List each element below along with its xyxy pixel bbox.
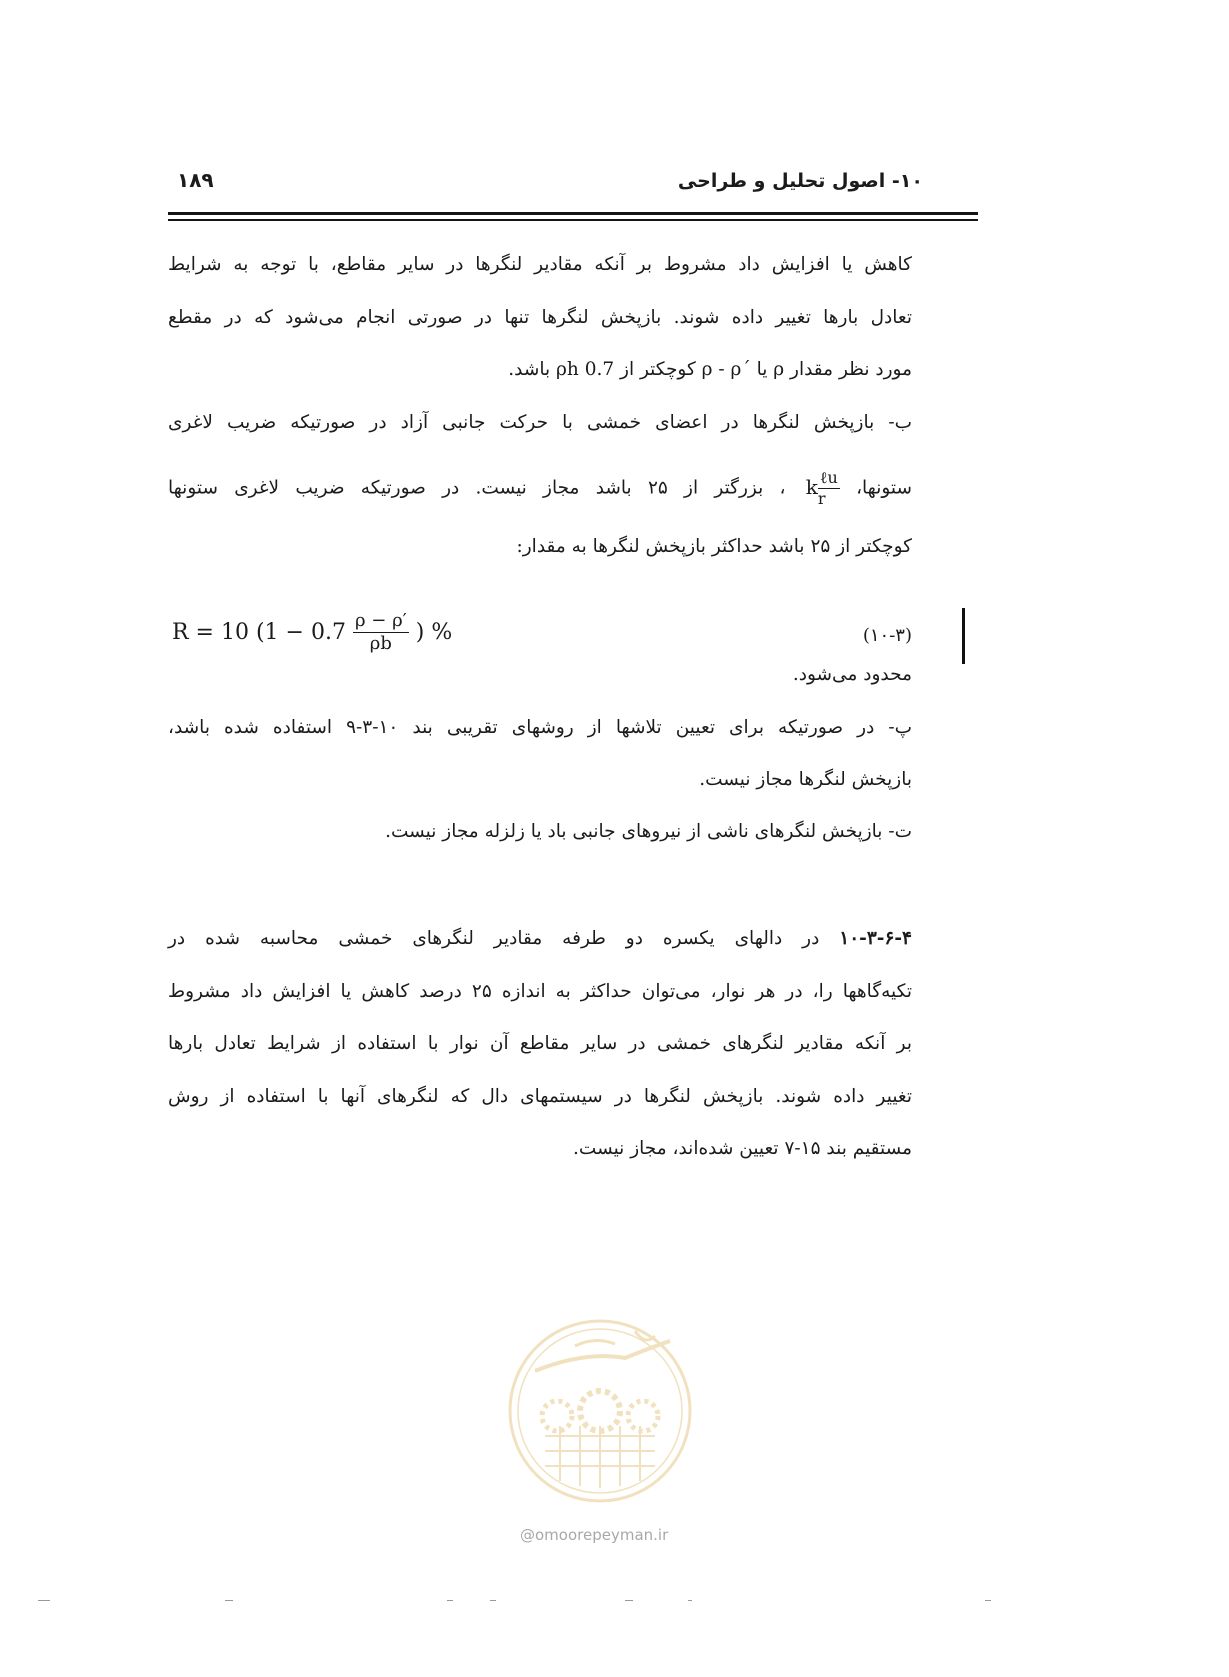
body-line-with-fraction bbox=[168, 470, 912, 507]
equation-number: (۱۰-۳) bbox=[862, 625, 912, 646]
equation-right: ) % bbox=[415, 620, 453, 645]
watermark-logo-icon bbox=[505, 1316, 695, 1506]
section-number: ۱۰-۳-۶-۴ bbox=[839, 928, 912, 949]
equation bbox=[172, 612, 452, 653]
section-line: بر آنکه مقادیر لنگرهای خمشی در سایر مقاطع آن نوار با استفاده از شرایط تعادل بارها bbox=[168, 1033, 912, 1054]
margin-change-bar bbox=[962, 608, 965, 664]
body-line: پ- در صورتیکه برای تعیین تلاشها از روشهای تقریبی بند ۱۰-۳-۹ استفاده شده باشد، bbox=[168, 717, 912, 738]
section-line: تکیه‌گاهها را، در هر نوار، می‌توان حداکثر به اندازه ۲۵ درصد کاهش یا افزایش داد مشروط bbox=[168, 981, 912, 1002]
section-line bbox=[168, 925, 912, 953]
fraction-denominator: r bbox=[817, 489, 826, 508]
body-line: محدود می‌شود. bbox=[792, 664, 912, 685]
body-line: ب- بازپخش لنگرها در اعضای خمشی با حرکت جانبی آزاد در صورتیکه ضریب لاغری bbox=[168, 412, 912, 433]
body-line: کوچکتر از ۲۵ باشد حداکثر بازپخش لنگرها به مقدار: bbox=[516, 536, 912, 557]
header-rule bbox=[168, 212, 978, 215]
watermark-url: @omoorepeyman.ir bbox=[520, 1526, 669, 1544]
slenderness-ratio bbox=[802, 470, 840, 507]
scan-artifacts bbox=[0, 1600, 1229, 1620]
equation-numerator: ρ − ρ′ bbox=[354, 610, 407, 631]
k-variable: k bbox=[805, 474, 818, 499]
body-line: بازپخش لنگرها مجاز نیست. bbox=[699, 769, 912, 790]
body-line: تعادل بارها تغییر داده شوند. بازپخش لنگرها تنها در صورتی انجام می‌شود که در مقطع bbox=[168, 307, 912, 328]
equation-left: R = 10 (1 − 0.7 bbox=[172, 620, 346, 645]
section-line: مستقیم بند ۱۵-۷ تعیین شده‌اند، مجاز نیست. bbox=[573, 1138, 912, 1159]
equation-fraction bbox=[353, 612, 409, 653]
body-line: ت- بازپخش لنگرهای ناشی از نیروهای جانبی باد یا زلزله مجاز نیست. bbox=[385, 821, 912, 842]
running-header-title: ۱۰- اصول تحلیل و طراحی bbox=[677, 170, 923, 192]
section-line: تغییر داده شوند. بازپخش لنگرها در سیستمهای دال که لنگرهای آنها با استفاده از روش bbox=[168, 1086, 912, 1107]
body-text: ، بزرگتر از ۲۵ باشد مجاز نیست. در صورتیکه ضریب لاغری ستونها bbox=[168, 477, 786, 499]
body-line: مورد نظر مقدار ρ یا ´ρ - ρ کوچکتر از ρh 0.7 باشد. bbox=[508, 359, 912, 380]
fraction-numerator: ℓu bbox=[819, 468, 838, 487]
equation-denominator: ρb bbox=[369, 633, 392, 654]
section-text: در دالهای یکسره دو طرفه مقادیر لنگرهای خمشی محاسبه شده در bbox=[168, 928, 820, 949]
page-number: ۱۸۹ bbox=[177, 168, 214, 192]
body-text: ستونها، bbox=[856, 477, 912, 499]
fraction bbox=[818, 470, 840, 507]
body-line: کاهش یا افزایش داد مشروط بر آنکه مقادیر لنگرها در سایر مقاطع، با توجه به شرایط bbox=[168, 254, 912, 275]
header-rule-thin bbox=[168, 219, 978, 221]
